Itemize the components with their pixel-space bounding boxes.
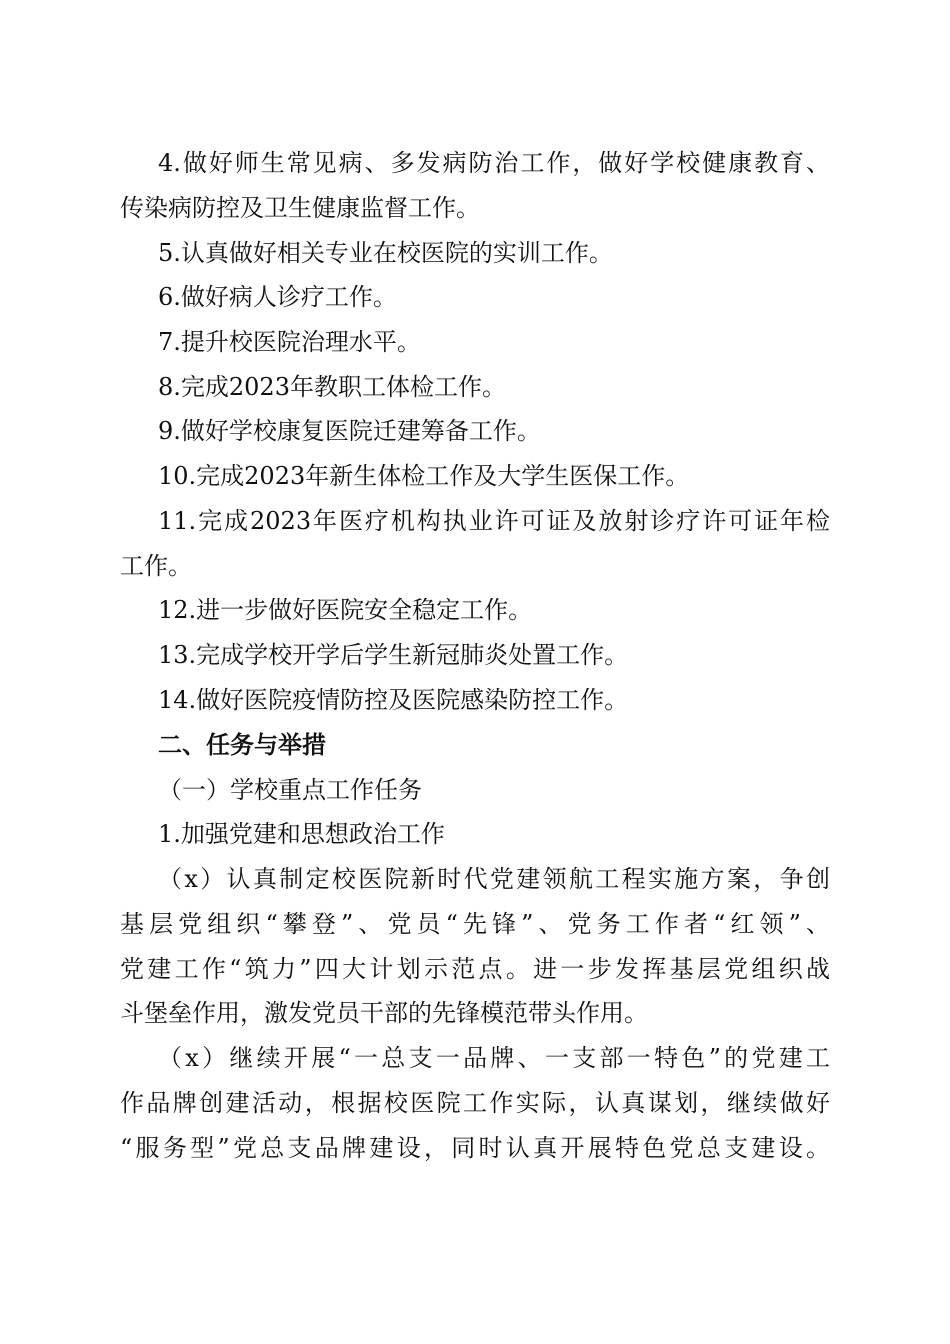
paragraph-line: 传染病防控及卫生健康监督工作。 <box>120 194 480 222</box>
paragraph-line: 基层党组织“攀登”、党员“先锋”、党务工作者“红领”、 <box>120 910 830 938</box>
paragraph-line: 5.认真做好相关专业在校医院的实训工作。 <box>158 239 613 267</box>
subsection-heading: （一）学校重点工作任务 <box>158 776 422 804</box>
paragraph-line: 12.进一步做好医院安全稳定工作。 <box>158 596 533 624</box>
paragraph-line: 8.完成2023年教职工体检工作。 <box>158 373 506 401</box>
paragraph-line: 党建工作“筑力”四大计划示范点。进一步发挥基层党组织战 <box>120 955 830 983</box>
paragraph-line: 斗堡垒作用，激发党员干部的先锋模范带头作用。 <box>120 999 648 1027</box>
paragraph-line: 6.做好病人诊疗工作。 <box>158 283 397 311</box>
paragraph-line: “服务型”党总支品牌建设，同时认真开展特色党总支建设。 <box>120 1134 830 1162</box>
paragraph-line: 作品牌创建活动，根据校医院工作实际，认真谋划，继续做好 <box>120 1089 830 1117</box>
section-heading: 二、任务与举措 <box>158 731 326 759</box>
paragraph-line: 11.完成2023年医疗机构执业许可证及放射诊疗许可证年检 <box>158 507 830 535</box>
paragraph-line: 4.做好师生常见病、多发病防治工作，做好学校健康教育、 <box>158 149 830 177</box>
paragraph-line: 7.提升校医院治理水平。 <box>158 328 421 356</box>
paragraph-line: 10.完成2023年新生体检工作及大学生医保工作。 <box>158 462 690 490</box>
paragraph-line: 13.完成学校开学后学生新冠肺炎处置工作。 <box>158 641 629 669</box>
paragraph-line: 1.加强党建和思想政治工作 <box>158 820 445 848</box>
paragraph-line: 9.做好学校康复医院迁建筹备工作。 <box>158 417 541 445</box>
paragraph-line: 工作。 <box>120 552 192 580</box>
paragraph-line: （x）继续开展“一总支一品牌、一支部一特色”的党建工 <box>158 1044 830 1072</box>
paragraph-line: 14.做好医院疫情防控及医院感染防控工作。 <box>158 686 629 714</box>
paragraph-line: （x）认真制定校医院新时代党建领航工程实施方案，争创 <box>158 865 830 893</box>
